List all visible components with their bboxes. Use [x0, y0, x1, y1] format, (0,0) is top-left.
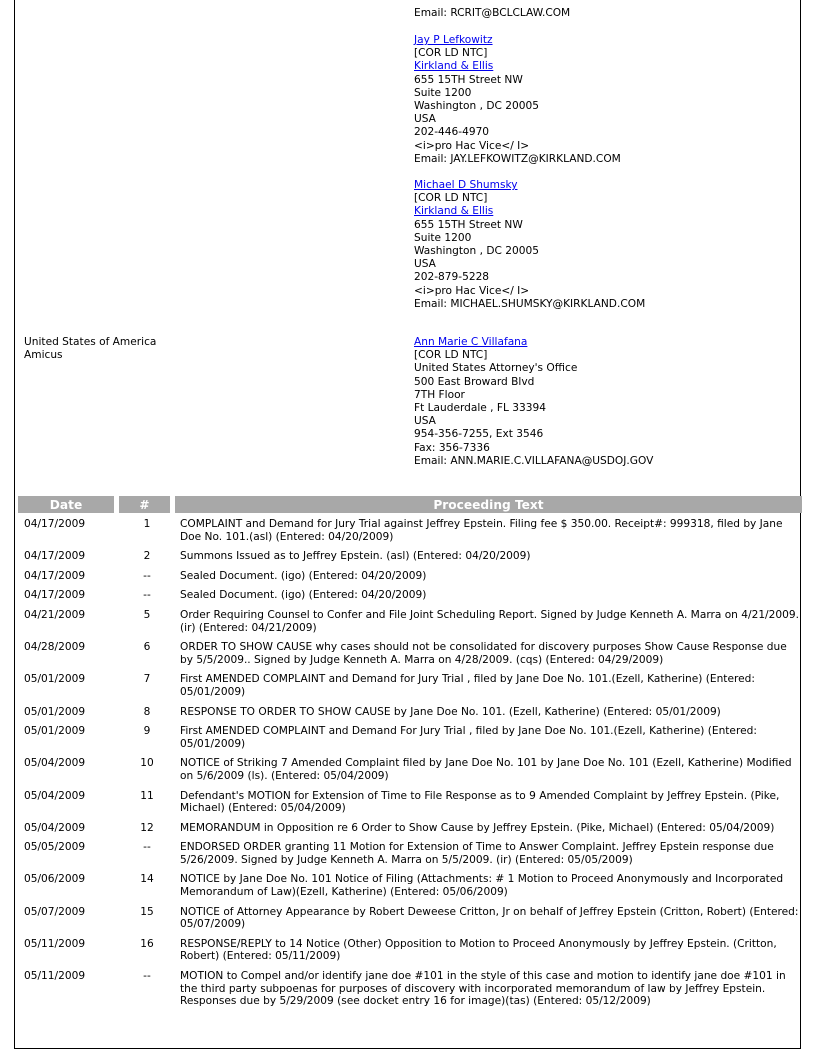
address-line: 7TH Floor [414, 388, 465, 401]
docket-entry-row [18, 752, 802, 784]
docket-entry-row [18, 836, 802, 868]
entry-proceeding-text: RESPONSE TO ORDER TO SHOW CAUSE by Jane Doe No. 101. (Ezell, Katherine) (Entered: 05/01/2009) [180, 705, 721, 718]
attorney-firm-link[interactable]: Kirkland & Ellis [414, 60, 494, 73]
entry-number: -- [143, 970, 151, 983]
attorney-phone: 202-879-5228 [414, 271, 490, 284]
entry-number: 2 [143, 550, 151, 563]
entry-proceeding-text: COMPLAINT and Demand for Jury Trial against Jeffrey Epstein. Filing fee $ 350.00. Receipt#: 999318, filed by Jane Doe No. 101.(asl) (Entered: 04/20/2009) [180, 518, 783, 543]
docket-entry-row [18, 901, 802, 933]
attorney-designation: [COR LD NTC] [414, 192, 488, 205]
entry-date: 05/04/2009 [24, 789, 86, 802]
docket-entry-row [18, 513, 802, 545]
docket-entry-row [18, 817, 802, 837]
entry-number: -- [143, 589, 151, 602]
entry-date: 05/07/2009 [24, 905, 86, 918]
docket-entry-row [18, 636, 802, 668]
docket-entry-row [18, 868, 802, 900]
entry-proceeding-text: Sealed Document. (igo) (Entered: 04/20/2009) [180, 569, 427, 582]
docket-entry-row [18, 545, 802, 565]
column-header-date: Date [18, 496, 114, 513]
attorney-fax: Fax: 356-7336 [414, 441, 490, 454]
entry-date: 04/28/2009 [24, 641, 86, 654]
entry-proceeding-text: NOTICE by Jane Doe No. 101 Notice of Filing (Attachments: # 1 Motion to Proceed Anonymously and Incorporated Memorandum of Law)(Ezell, Katherine) (Entered: 05/06/2009) [180, 873, 784, 899]
entry-number: 5 [143, 608, 151, 621]
attorney-note: <i>pro Hac Vice</ I> [414, 139, 530, 152]
party-role: Amicus [24, 349, 63, 362]
attorney-office: United States Attorney's Office [414, 362, 578, 375]
address-line: 655 15TH Street NW [414, 218, 523, 231]
entry-number: 7 [143, 673, 151, 686]
entry-date: 05/01/2009 [24, 673, 86, 686]
docket-entry-row [18, 701, 802, 721]
docket-entry-row [18, 565, 802, 585]
attorney-email: Email: JAY.LEFKOWITZ@KIRKLAND.COM [414, 152, 621, 165]
attorney-email: Email: ANN.MARIE.C.VILLAFANA@USDOJ.GOV [414, 454, 654, 467]
address-line: Suite 1200 [414, 231, 472, 244]
column-header-number: # [119, 496, 170, 513]
address-line: USA [414, 113, 436, 126]
docket-entry-row [18, 965, 802, 1010]
attorney-designation: [COR LD NTC] [414, 349, 488, 362]
entry-date: 05/04/2009 [24, 821, 86, 834]
entry-date: 05/11/2009 [24, 970, 86, 983]
entry-number: 9 [143, 725, 151, 738]
docket-header-row [18, 496, 802, 513]
address-line: USA [414, 415, 436, 428]
docket-entry-row [18, 720, 802, 752]
entry-date: 04/17/2009 [24, 569, 86, 582]
docket-entry-row [18, 785, 802, 817]
entry-proceeding-text: Defendant's MOTION for Extension of Time to File Response as to 9 Amended Complaint by Jeffrey Epstein. (Pike, Michael) (Entered: 05/04/2009) [180, 789, 780, 815]
attorney-name-link[interactable]: Jay P Lefkowitz [414, 34, 493, 46]
entry-proceeding-text: NOTICE of Striking 7 Amended Complaint filed by Jane Doe No. 101 by Jane Doe No. 101 (Ezell, Katherine) Modified on 5/6/2009 (ls). (Entered: 05/04/2009) [180, 757, 792, 782]
docket-entry-row [18, 933, 802, 965]
address-line: Ft Lauderdale , FL 33394 [414, 402, 546, 415]
address-line: Washington , DC 20005 [414, 245, 539, 258]
entry-number: -- [143, 841, 151, 854]
entry-proceeding-text: Summons Issued as to Jeffrey Epstein. (asl) (Entered: 04/20/2009) [180, 550, 531, 563]
entry-number: 6 [143, 641, 151, 654]
entry-number: 14 [140, 873, 154, 886]
entry-date: 04/17/2009 [24, 550, 86, 563]
attorney-designation: [COR LD NTC] [414, 47, 488, 60]
entry-proceeding-text: NOTICE of Attorney Appearance by Robert Deweese Critton, Jr on behalf of Jeffrey Epstein (Critton, Robert) (Entered: 05/07/2009) [180, 905, 799, 931]
entry-date: 05/11/2009 [24, 937, 86, 950]
docket-entry-row [18, 584, 802, 604]
entry-proceeding-text: ORDER TO SHOW CAUSE why cases should not be consolidated for discovery purposes Show Cause Response due by 5/5/2009.. Signed by Judge Kenneth A. Marra on 4/28/2009. (cqs) (Entered: 04/29/2009) [180, 641, 787, 666]
entry-number: 16 [140, 937, 154, 950]
attorney-name-link[interactable]: Michael D Shumsky [414, 179, 518, 191]
entry-date: 05/04/2009 [24, 757, 86, 770]
attorney-name-link[interactable]: Ann Marie C Villafana [414, 336, 528, 348]
address-line: 655 15TH Street NW [414, 73, 523, 86]
attorney-phone: 954-356-7255, Ext 3546 [414, 428, 544, 441]
attorney-phone: 202-446-4970 [414, 126, 490, 139]
entry-date: 05/05/2009 [24, 841, 86, 854]
entry-proceeding-text: ENDORSED ORDER granting 11 Motion for Extension of Time to Answer Complaint. Jeffrey Epstein response due 5/26/2009. Signed by Judge Kenneth A. Marra on 5/5/2009. (ir) (Entered: 05/05/2009) [180, 841, 774, 866]
column-header-proceeding-text: Proceeding Text [175, 496, 802, 513]
entry-date: 05/06/2009 [24, 873, 86, 886]
entry-number: 8 [143, 705, 151, 718]
entry-proceeding-text: First AMENDED COMPLAINT and Demand For Jury Trial , filed by Jane Doe No. 101.(Ezell, Katherine) (Entered: 05/01/2009) [180, 725, 757, 750]
attorney-note: <i>pro Hac Vice</ I> [414, 284, 530, 297]
entry-proceeding-text: First AMENDED COMPLAINT and Demand for Jury Trial , filed by Jane Doe No. 101.(Ezell, Katherine) (Entered: 05/01/2009) [180, 673, 755, 698]
attorney-email: Email: MICHAEL.SHUMSKY@KIRKLAND.COM [414, 297, 646, 310]
docket-entry-row [18, 604, 802, 636]
entry-number: -- [143, 569, 151, 582]
entry-proceeding-text: Order Requiring Counsel to Confer and File Joint Scheduling Report. Signed by Judge Kenneth A. Marra on 4/21/2009. (ir) (Entered: 04/21/2009) [180, 608, 799, 634]
attorney-firm-link[interactable]: Kirkland & Ellis [414, 205, 494, 218]
party-name: United States of America [24, 336, 157, 348]
address-line: USA [414, 258, 436, 271]
entry-proceeding-text: MEMORANDUM in Opposition re 6 Order to Show Cause by Jeffrey Epstein. (Pike, Michael) (Entered: 05/04/2009) [180, 821, 775, 834]
address-line: Suite 1200 [414, 86, 472, 99]
entry-date: 04/17/2009 [24, 518, 86, 530]
entry-number: 1 [143, 518, 151, 530]
entry-proceeding-text: MOTION to Compel and/or identify jane doe #101 in the style of this case and motion to identify jane doe #101 in the third party subpoenas for purposes of discovery with incorporated memorandum of law by Jeffrey Epstein. Responses due by 5/29/2009 (see docket entry 16 for image)(tas) (Entered: 05/12/2009) [180, 970, 786, 1008]
attorney-email: Email: RCRIT@BCLCLAW.COM [414, 7, 571, 19]
address-line: Washington , DC 20005 [414, 100, 539, 113]
entry-date: 04/17/2009 [24, 589, 86, 602]
entry-date: 05/01/2009 [24, 705, 86, 718]
entry-number: 12 [140, 821, 154, 834]
docket-table [18, 496, 802, 1010]
entry-number: 11 [140, 789, 154, 802]
docket-entry-row [18, 668, 802, 700]
entry-number: 15 [140, 905, 154, 918]
entry-proceeding-text: RESPONSE/REPLY to 14 Notice (Other) Opposition to Motion to Proceed Anonymously by Jeffrey Epstein. (Critton, Robert) (Entered: 05/11/2009) [180, 937, 777, 963]
entry-date: 04/21/2009 [24, 608, 86, 621]
entry-date: 05/01/2009 [24, 725, 86, 738]
docket-report-frame [14, 0, 801, 1049]
entry-number: 10 [140, 757, 154, 770]
docket-body [18, 513, 802, 1010]
address-line: 500 East Broward Blvd [414, 375, 535, 388]
entry-proceeding-text: Sealed Document. (igo) (Entered: 04/20/2009) [180, 589, 427, 602]
